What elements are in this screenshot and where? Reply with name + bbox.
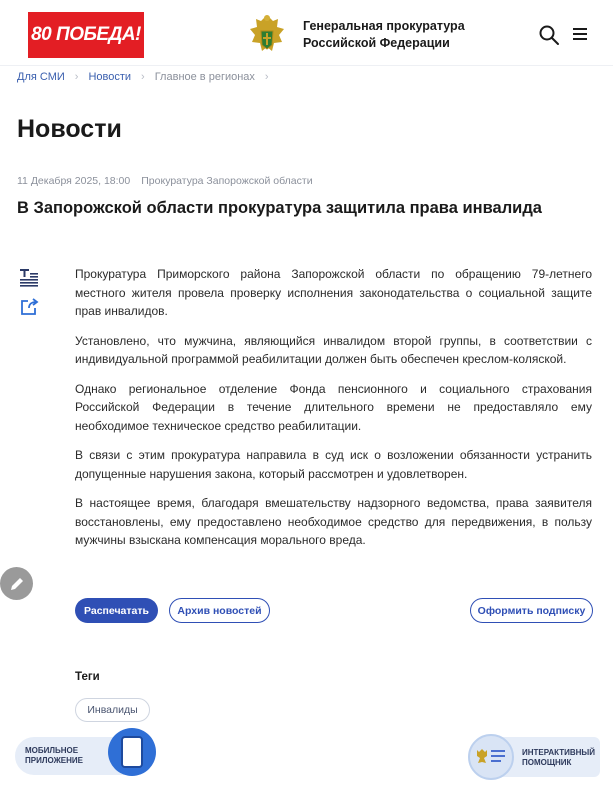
article-body [75,265,592,561]
site-header [0,0,613,66]
print-button[interactable]: Распечатать [75,598,158,623]
chevron-right-icon: › [141,71,145,83]
breadcrumb-item-news[interactable]: Новости [88,71,132,83]
chevron-right-icon: › [264,71,269,83]
assistant-emblem-icon [468,734,514,780]
victory-logo-text: 80 ПОБЕДА! [31,24,141,45]
article-paragraph: Прокуратура Приморского района Запорожской области по обращению 79-летнего местного жителя провела проверку исполнения законодательства о социальной защите прав инвалидов. [75,267,592,318]
chevron-right-icon: › [74,71,79,83]
search-icon[interactable] [538,24,560,46]
article-title: В Запорожской области прокуратура защитила права инвалида [17,199,542,217]
article-source[interactable]: Прокуратура Запорожской области [141,175,313,187]
assistant-label: ИНТЕРАКТИВНЫЙ ПОМОЩНИК [522,748,596,767]
prosecutor-emblem-icon[interactable] [244,11,290,59]
tags-heading: Теги [75,671,100,683]
mobile-app-banner[interactable] [15,737,142,775]
article-paragraph: Установлено, что мужчина, являющийся инвалидом второй группы, в соответствии с индивидуальной программой реабилитации должен быть обеспечен креслом-коляской. [75,333,592,366]
subscribe-button[interactable]: Оформить подписку [470,598,593,623]
pencil-icon [9,576,25,592]
tag-chip[interactable]: Инвалиды [75,698,150,722]
org-name[interactable]: Генеральная прокуратура Российской Федерации [303,19,465,50]
article-paragraph: Однако региональное отделение Фонда пенсионного и социального страхования Российской Федерации в течение длительного времени не предоставляло ему необходимое техническое средство реабилитации. [75,381,592,433]
mobile-app-label: МОБИЛЬНОЕ ПРИЛОЖЕНИЕ [25,746,83,765]
hamburger-menu-icon[interactable] [573,28,587,40]
victory-80-logo[interactable] [28,12,144,58]
phone-icon [108,728,156,776]
news-archive-button[interactable]: Архив новостей [169,598,270,623]
breadcrumb-item-regions[interactable]: Главное в регионах [154,71,255,83]
share-icon[interactable] [19,297,39,317]
breadcrumb-item-media[interactable]: Для СМИ [17,71,65,83]
article-meta [17,175,313,187]
breadcrumb [17,71,279,83]
article-paragraph: В связи с этим прокуратура направила в суд иск о возложении обязанности устранить допущенные нарушения закона, который рассмотрен и удовлетворен. [75,448,592,481]
page-title: Новости [17,115,122,143]
article-paragraph: В настоящее время, благодаря вмешательству надзорного ведомства, права заявителя восстановлены, ему предоставлено необходимое средство для передвижения, в пользу мужчины взыскана компенсация морального вреда. [75,496,592,547]
article-date: 11 Декабря 2025, 18:00 [17,175,131,187]
edit-fab-button[interactable] [0,567,33,600]
article-tools [19,268,39,326]
text-size-icon[interactable] [19,268,39,288]
interactive-assistant-banner[interactable] [470,737,600,777]
